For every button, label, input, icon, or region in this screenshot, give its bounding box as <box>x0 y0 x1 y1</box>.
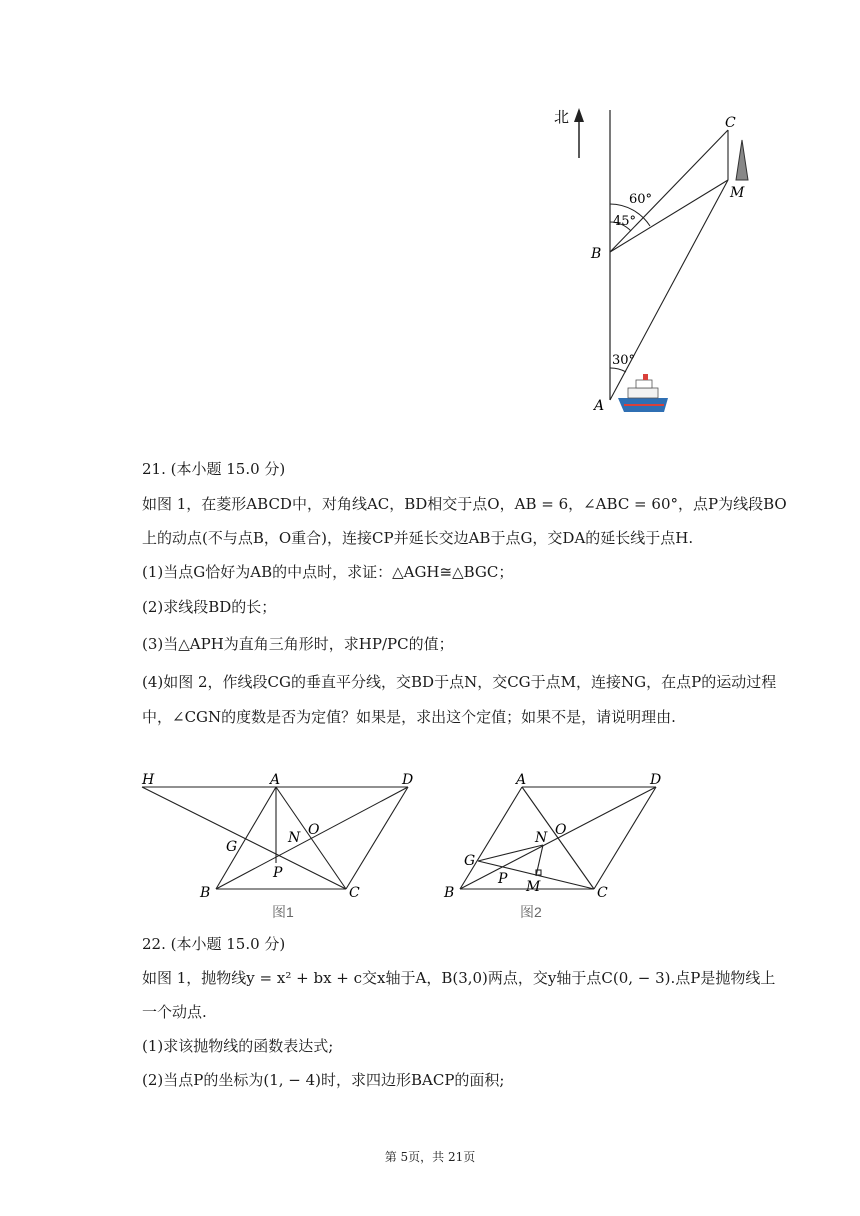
fig2-label-B: B <box>444 885 455 901</box>
fig2-label-P: P <box>498 871 508 887</box>
navigation-figure <box>540 100 780 430</box>
fig2-label-A: A <box>516 772 527 788</box>
fig2-caption: 图2 <box>520 904 542 920</box>
q21-part-4-line-2: 中，∠CGN的度数是否为定值？如果是，求出这个定值；如果不是，请说明理由. <box>142 708 676 726</box>
angle-label-30: 30° <box>612 353 636 368</box>
fig1-caption: 图1 <box>272 904 294 920</box>
page-footer: 第 5页，共 21页 <box>384 1150 476 1164</box>
q21-line-1: 如图 1，在菱形ABCD中，对角线AC，BD相交于点O，AB = 6，∠ABC = 60°，点P为线段BO <box>142 495 787 513</box>
q22-line-2: 一个动点. <box>142 1003 207 1021</box>
q22-part-1: (1)求该抛物线的函数表达式; <box>142 1037 334 1055</box>
fig2-label-D: D <box>650 772 662 788</box>
lighthouse-icon <box>736 140 748 180</box>
q21-part-3: (3)当△APH为直角三角形时，求HP/PC的值； <box>142 635 454 653</box>
fig1-label-D: D <box>402 772 414 788</box>
fig2-label-O: O <box>555 822 567 838</box>
point-label-C: C <box>725 115 736 131</box>
fig2-label-N: N <box>535 830 548 846</box>
fig1-label-P: P <box>273 865 283 881</box>
q21-part-2: (2)求线段BD的长； <box>142 598 277 616</box>
angle-label-60: 60° <box>629 192 653 207</box>
figure-1 <box>136 765 426 925</box>
point-label-M: M <box>730 185 745 201</box>
fig2-label-G: G <box>464 853 476 869</box>
fig1-label-A: A <box>270 772 281 788</box>
point-label-A: A <box>594 398 605 414</box>
q22-line-1: 如图 1，抛物线y = x² + bx + c交x轴于A，B(3,0)两点，交y轴于点C(0, − 3).点P是抛物线上 <box>142 969 776 987</box>
north-arrow-icon <box>574 108 584 122</box>
ship-icon <box>618 374 668 412</box>
fig1-label-C: C <box>349 885 360 901</box>
q21-line-2: 上的动点(不与点B，O重合)，连接CP并延长交边AB于点G，交DA的延长线于点H. <box>142 529 694 547</box>
fig1-label-G: G <box>226 839 238 855</box>
fig1-label-N: N <box>288 830 301 846</box>
q21-part-1: (1)当点G恰好为AB的中点时，求证：△AGH≅△BGC； <box>142 563 514 581</box>
q22-header: 22. (本小题 15.0 分) <box>142 935 286 953</box>
q22-part-2: (2)当点P的坐标为(1, − 4)时，求四边形BACP的面积; <box>142 1071 505 1089</box>
fig2-label-C: C <box>597 885 608 901</box>
fig1-label-H: H <box>142 772 155 788</box>
fig1-label-B: B <box>200 885 211 901</box>
figure-2 <box>440 765 680 925</box>
q21-header: 21. (本小题 15.0 分) <box>142 460 286 478</box>
north-label: 北 <box>554 108 570 126</box>
point-label-B: B <box>591 246 602 262</box>
fig2-label-M: M <box>526 879 541 895</box>
angle-label-45: 45° <box>613 214 637 229</box>
fig1-label-O: O <box>308 822 320 838</box>
q21-part-4-line-1: (4)如图 2，作线段CG的垂直平分线，交BD于点N，交CG于点M，连接NG，在点P的运动过程 <box>142 673 777 691</box>
